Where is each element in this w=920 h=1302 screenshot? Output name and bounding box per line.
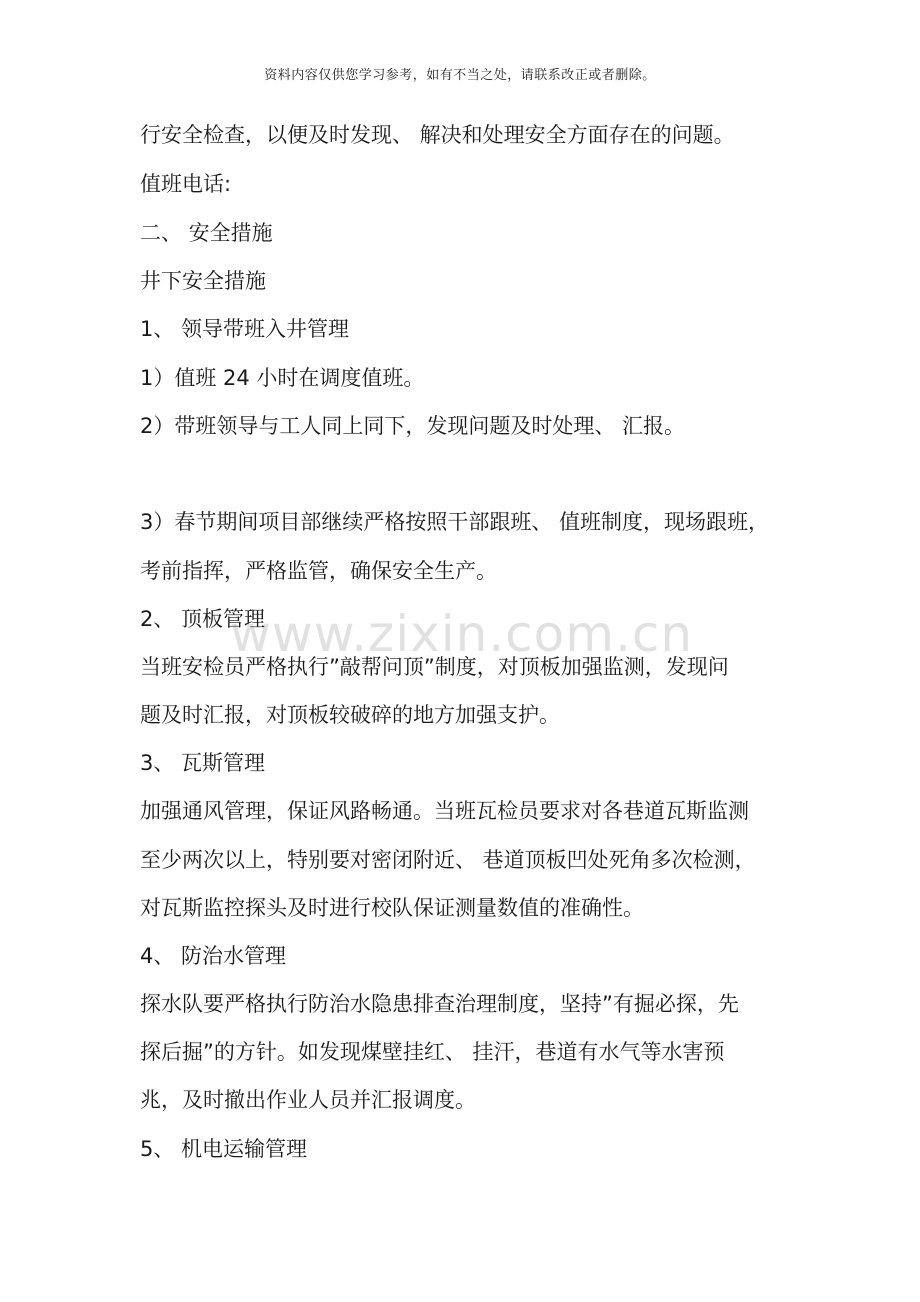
paragraph-line: 探水队要严格执行防治水隐患排查治理制度，坚持”有掘必探，先 — [140, 992, 739, 1016]
paragraph-line: 兆，及时撤出作业人员并汇报调度。 — [140, 1088, 476, 1112]
list-item: 2）带班领导与工人同上同下，发现问题及时处理、 汇报。 — [140, 414, 686, 438]
paragraph-line: 至少两次以上，特别要对密闭附近、 巷道顶板凹处死角多次检测， — [140, 848, 756, 872]
paragraph-line: 对瓦斯监控探头及时进行校队保证测量数值的准确性。 — [140, 896, 644, 920]
item-heading: 1、 领导带班入井管理 — [140, 317, 350, 341]
item-heading: 2、 顶板管理 — [140, 607, 266, 631]
paragraph-line: 考前指挥，严格监管，确保安全生产。 — [140, 559, 497, 583]
paragraph-line: 当班安检员严格执行”敲帮问顶”制度，对顶板加强监测，发现问 — [140, 655, 729, 679]
paragraph-line: 题及时汇报，对顶板较破碎的地方加强支护。 — [140, 703, 560, 727]
paragraph-line: 行安全检查，以便及时发现、 解决和处理安全方面存在的问题。 — [140, 123, 735, 147]
list-item: 1）值班 24 小时在调度值班。 — [140, 366, 425, 390]
list-item: 3）春节期间项目部继续严格按照干部跟班、 值班制度，现场跟班， — [140, 510, 770, 534]
watermark: www.zixin.com.cn — [230, 605, 694, 663]
page-header-disclaimer: 资料内容仅供您学习参考，如有不当之处，请联系改正或者删除。 — [264, 68, 656, 83]
item-heading: 5、 机电运输管理 — [140, 1137, 308, 1161]
paragraph-line: 探后掘”的方针。如发现煤壁挂红、 挂汗，巷道有水气等水害预 — [140, 1040, 725, 1064]
paragraph-line: 加强通风管理，保证风路畅通。当班瓦检员要求对各巷道瓦斯监测 — [140, 799, 749, 823]
item-heading: 4、 防治水管理 — [140, 944, 287, 968]
paragraph-line: 值班电话: — [140, 172, 232, 196]
subsection-heading: 井下安全措施 — [140, 269, 266, 293]
section-heading: 二、 安全措施 — [140, 221, 273, 245]
item-heading: 3、 瓦斯管理 — [140, 751, 266, 775]
